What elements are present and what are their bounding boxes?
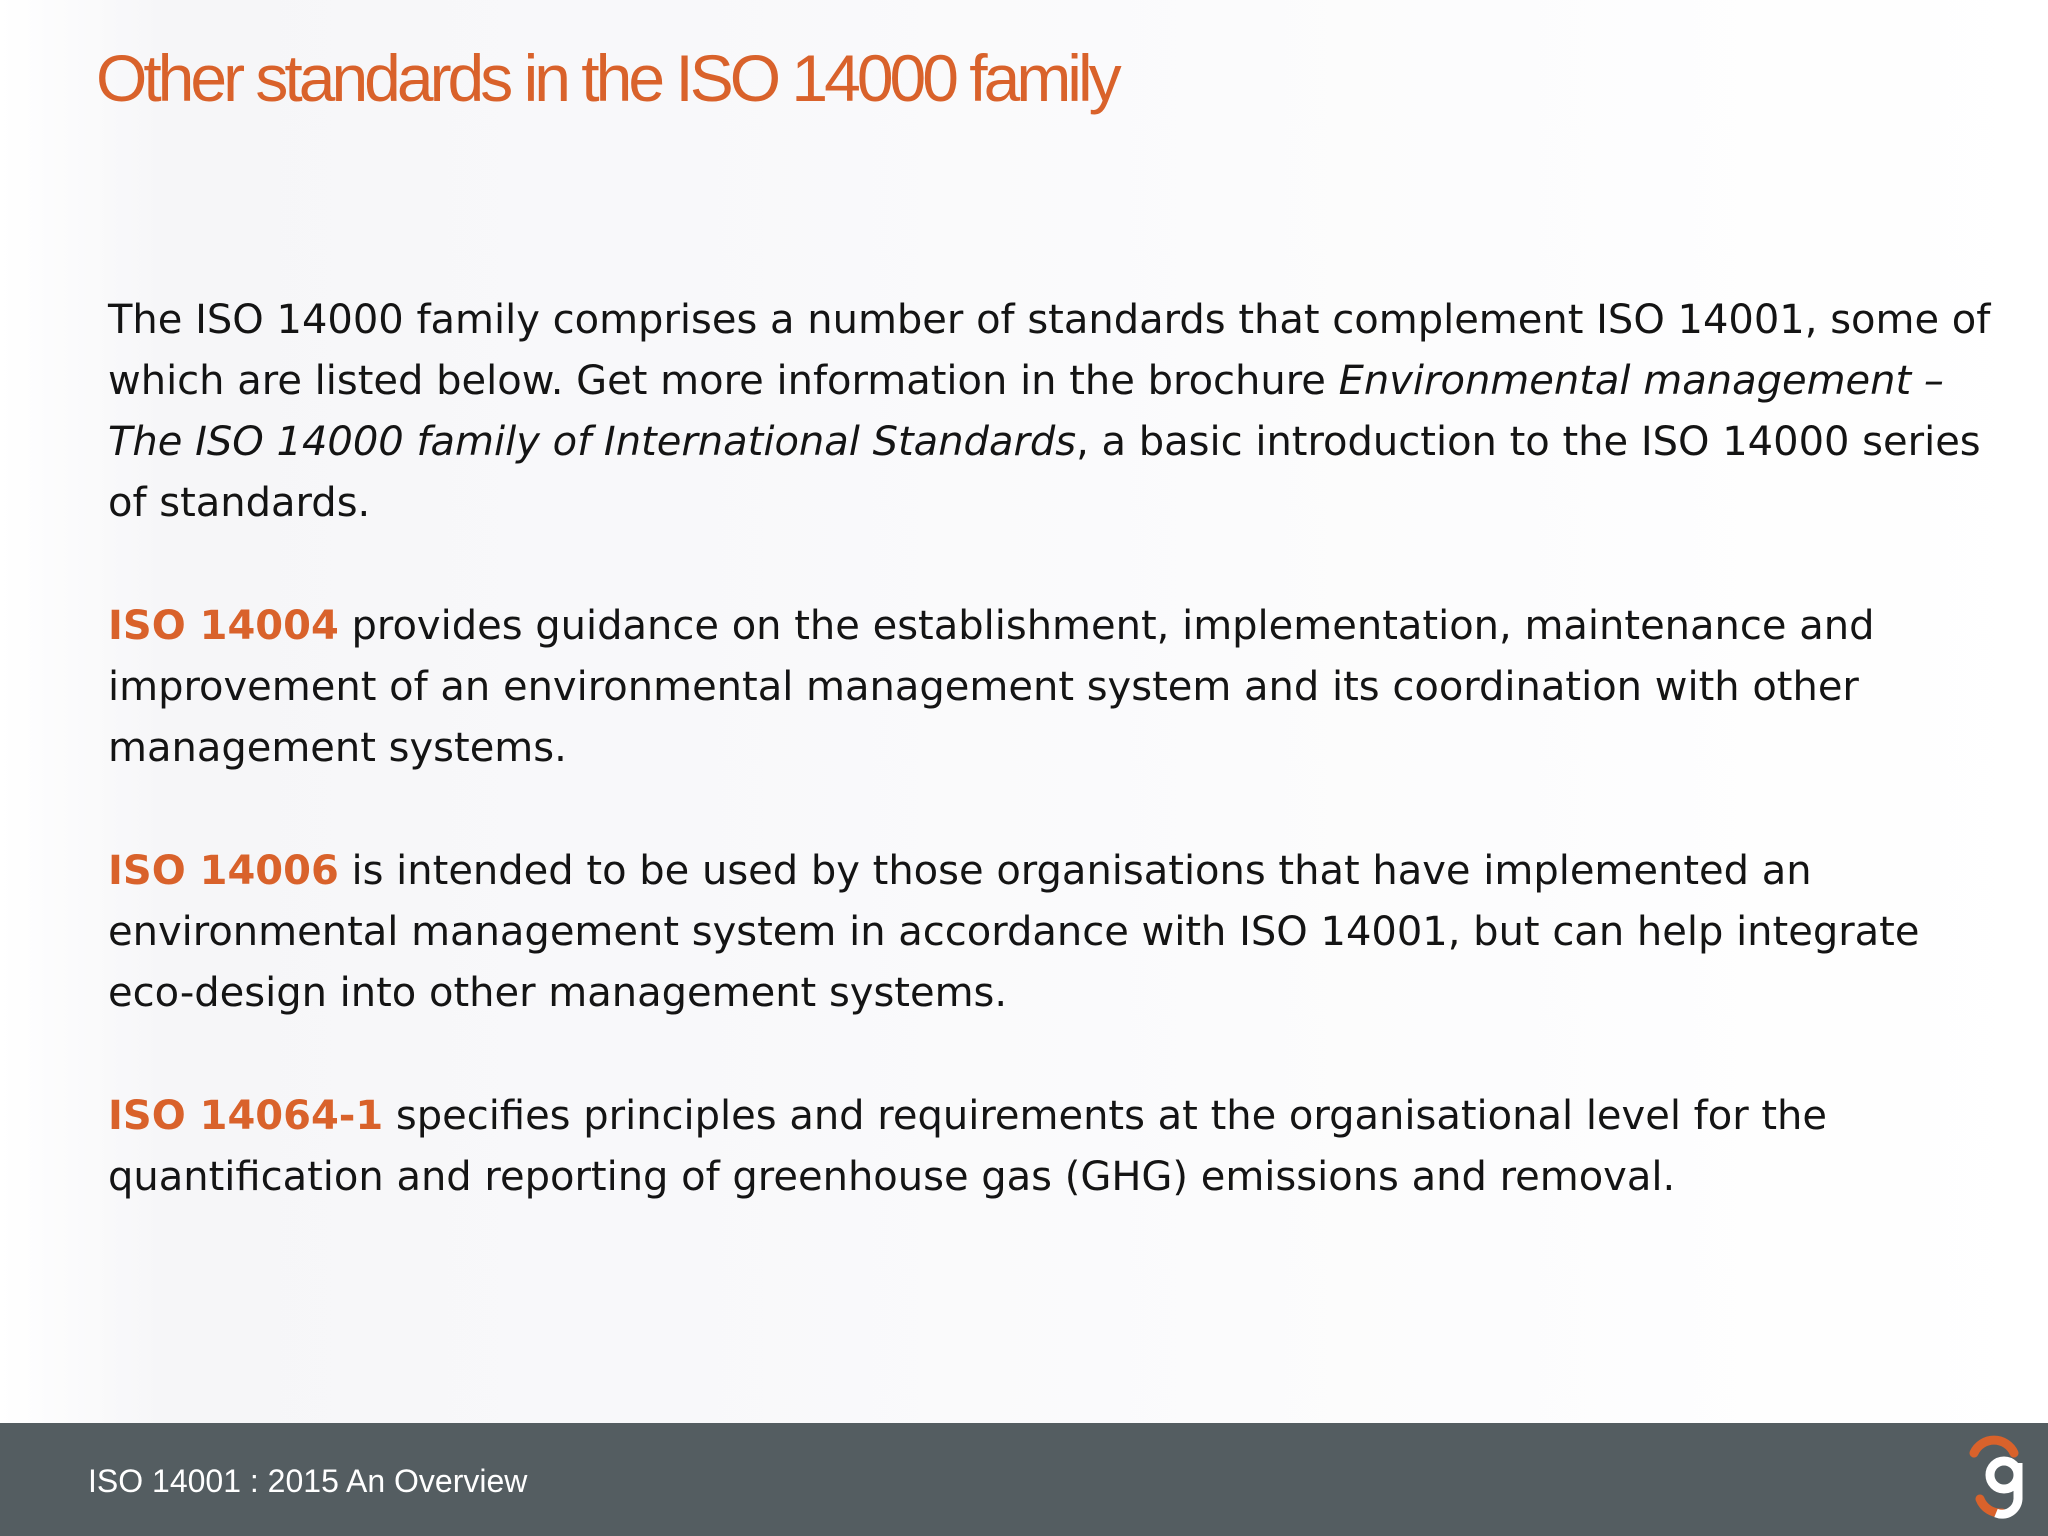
standard-description: is intended to be used by those organisations that have implemented an environmental management system in accordance with ISO 14001, but can help integrate eco-design into other management systems. xyxy=(108,848,1920,1016)
standard-code: ISO 14006 xyxy=(108,848,339,894)
standard-item-iso-14004 xyxy=(108,596,2008,779)
standard-description: provides guidance on the establishment, implementation, maintenance and improvement of an environmental management system and its coordination with other management systems. xyxy=(108,603,1875,771)
brochure-title: Environmental management – The ISO 14000 family of International Standards xyxy=(108,358,1944,465)
footer-title: ISO 14001 : 2015 An Overview xyxy=(88,1463,528,1499)
slide-body xyxy=(108,290,2008,1270)
standard-description: specifies principles and requirements at the organisational level for the quantification and reporting of greenhouse gas (GHG) emissions and removal. xyxy=(108,1093,1828,1200)
intro-text: The ISO 14000 family comprises a number of standards that complement ISO 14001, some of which are listed below. Get more information in the brochure xyxy=(108,297,1991,404)
g-logo-icon xyxy=(1962,1433,2034,1523)
standard-code: ISO 14064-1 xyxy=(108,1093,384,1139)
standard-code: ISO 14004 xyxy=(108,603,339,649)
slide-title: Other standards in the ISO 14000 family xyxy=(96,41,1118,115)
intro-paragraph xyxy=(108,290,2008,534)
intro-text-end: , a basic introduction to the ISO 14000 series of standards. xyxy=(108,419,1981,526)
standard-item-iso-14006 xyxy=(108,841,2008,1024)
footer-bar xyxy=(0,1423,2048,1536)
standard-item-iso-14064-1 xyxy=(108,1086,2008,1208)
